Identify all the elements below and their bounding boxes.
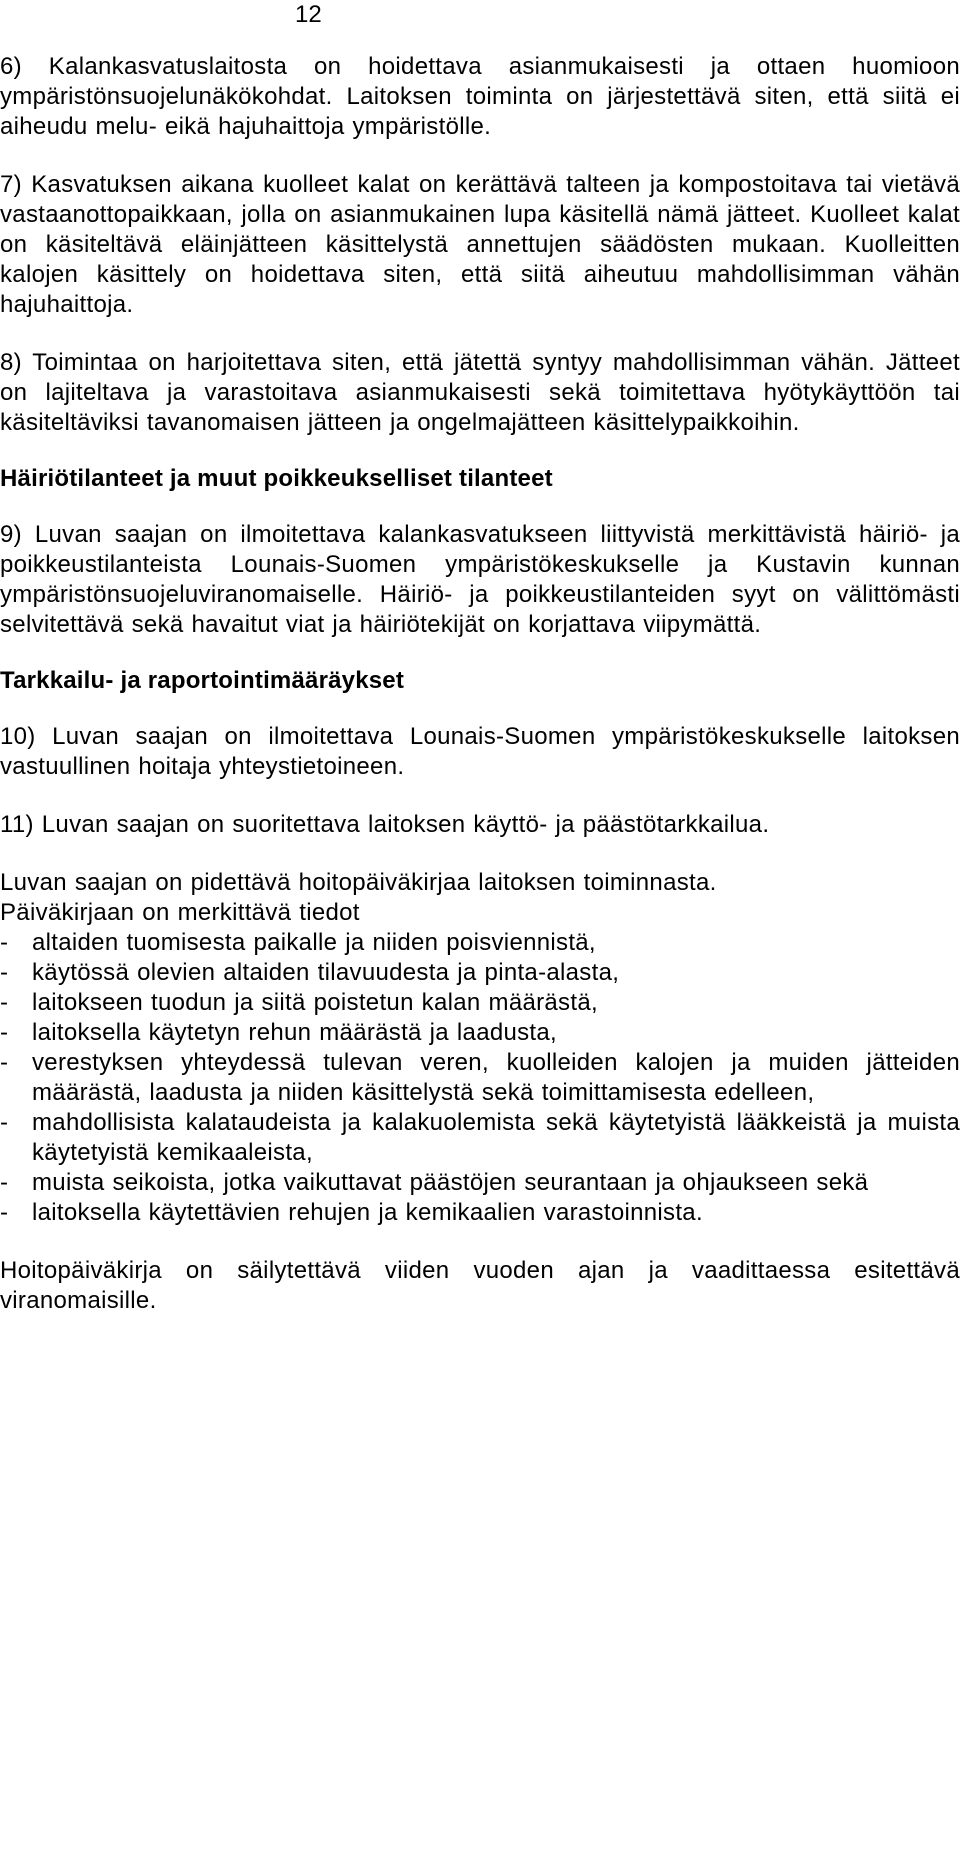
list-item-text: muista seikoista, jotka vaikuttavat päästöjen seurantaan ja ohjaukseen sekä: [32, 1169, 869, 1196]
list-item: [0, 1168, 960, 1198]
paragraph-12-intro: Päiväkirjaan on merkittävä tiedot: [0, 899, 360, 926]
list-item: [0, 1198, 960, 1228]
dash-marker: -: [0, 1199, 9, 1226]
list-item: [0, 1018, 960, 1048]
dash-marker: -: [0, 929, 9, 956]
paragraph-13: Hoitopäiväkirja on säilytettävä viiden vuoden ajan ja vaadittaessa esitettävä viranomaisille.: [0, 1257, 960, 1314]
document-body: [0, 52, 960, 1316]
paragraph-9: 9) Luvan saajan on ilmoitettava kalankasvatukseen liittyvistä merkittävistä häiriö- ja poikkeustilanteista Lounais-Suomen ympäristökeskukselle ja Kustavin kunnan ympäristönsuojeluviranomaiselle. Häiriö- ja poikkeustilanteiden syyt on välittömästi selvitettävä sekä havaitut viat ja häiriötekijät on korjattava viipymättä.: [0, 521, 960, 638]
dash-marker: -: [0, 1049, 9, 1076]
dash-marker: -: [0, 959, 9, 986]
list-item: [0, 958, 960, 988]
list-item: [0, 1048, 960, 1108]
paragraph-11: 11) Luvan saajan on suoritettava laitoksen käyttö- ja päästötarkkailua.: [0, 811, 770, 838]
dash-marker: -: [0, 1169, 9, 1196]
list-item-text: laitoksella käytetyn rehun määrästä ja laadusta,: [32, 1019, 558, 1046]
list-item-text: altaiden tuomisesta paikalle ja niiden poisviennistä,: [32, 929, 596, 956]
paragraph-8: 8) Toimintaa on harjoitettava siten, että jätettä syntyy mahdollisimman vähän. Jätteet on lajiteltava ja varastoitava asianmukaisesti sekä toimitettava hyötykäyttöön tai käsiteltäviksi tavanomaisen jätteen ja ongelmajätteen käsittelypaikkoihin.: [0, 349, 960, 436]
list-item: [0, 1108, 960, 1168]
list-item-text: mahdollisista kalataudeista ja kalakuolemista sekä käytetyistä lääkkeistä ja muista käytetyistä kemikaaleista,: [32, 1109, 960, 1166]
list-item-text: laitoksella käytettävien rehujen ja kemikaalien varastoinnista.: [32, 1199, 703, 1226]
diary-items-list: [0, 928, 960, 1228]
paragraph-7: 7) Kasvatuksen aikana kuolleet kalat on kerättävä talteen ja kompostoitava tai vietävä vastaanottopaikkaan, jolla on asianmukainen lupa käsitellä nämä jätteet. Kuolleet kalat on käsiteltävä eläinjätteen käsittelystä annettujen säädösten mukaan. Kuolleitten kalojen käsittely on hoidettava siten, että siitä aiheutuu mahdollisimman vähän hajuhaittoja.: [0, 171, 960, 318]
list-item-text: verestyksen yhteydessä tulevan veren, kuolleiden kalojen ja muiden jätteiden määrästä, laadusta ja niiden käsittelystä sekä toimittamisesta edelleen,: [32, 1049, 960, 1106]
paragraph-6: 6) Kalankasvatuslaitosta on hoidettava asianmukaisesti ja ottaen huomioon ympäristönsuojelunäkökohdat. Laitoksen toiminta on järjestettävä siten, että siitä ei aiheudu melu- eikä hajuhaittoja ympäristölle.: [0, 53, 960, 140]
page-number: 12: [295, 1, 322, 28]
list-item-text: laitokseen tuodun ja siitä poistetun kalan määrästä,: [32, 989, 598, 1016]
paragraph-12: Luvan saajan on pidettävä hoitopäiväkirjaa laitoksen toiminnasta.: [0, 869, 717, 896]
list-item: [0, 988, 960, 1018]
list-item: [0, 928, 960, 958]
list-item-text: käytössä olevien altaiden tilavuudesta ja pinta-alasta,: [32, 959, 620, 986]
dash-marker: -: [0, 989, 9, 1016]
section-heading-monitoring: Tarkkailu- ja raportointimääräykset: [0, 667, 405, 694]
paragraph-10: 10) Luvan saajan on ilmoitettava Lounais-Suomen ympäristökeskukselle laitoksen vastuullinen hoitaja yhteystietoineen.: [0, 723, 960, 780]
dash-marker: -: [0, 1019, 9, 1046]
section-heading-disruptions: Häiriötilanteet ja muut poikkeukselliset tilanteet: [0, 465, 553, 492]
dash-marker: -: [0, 1109, 9, 1136]
